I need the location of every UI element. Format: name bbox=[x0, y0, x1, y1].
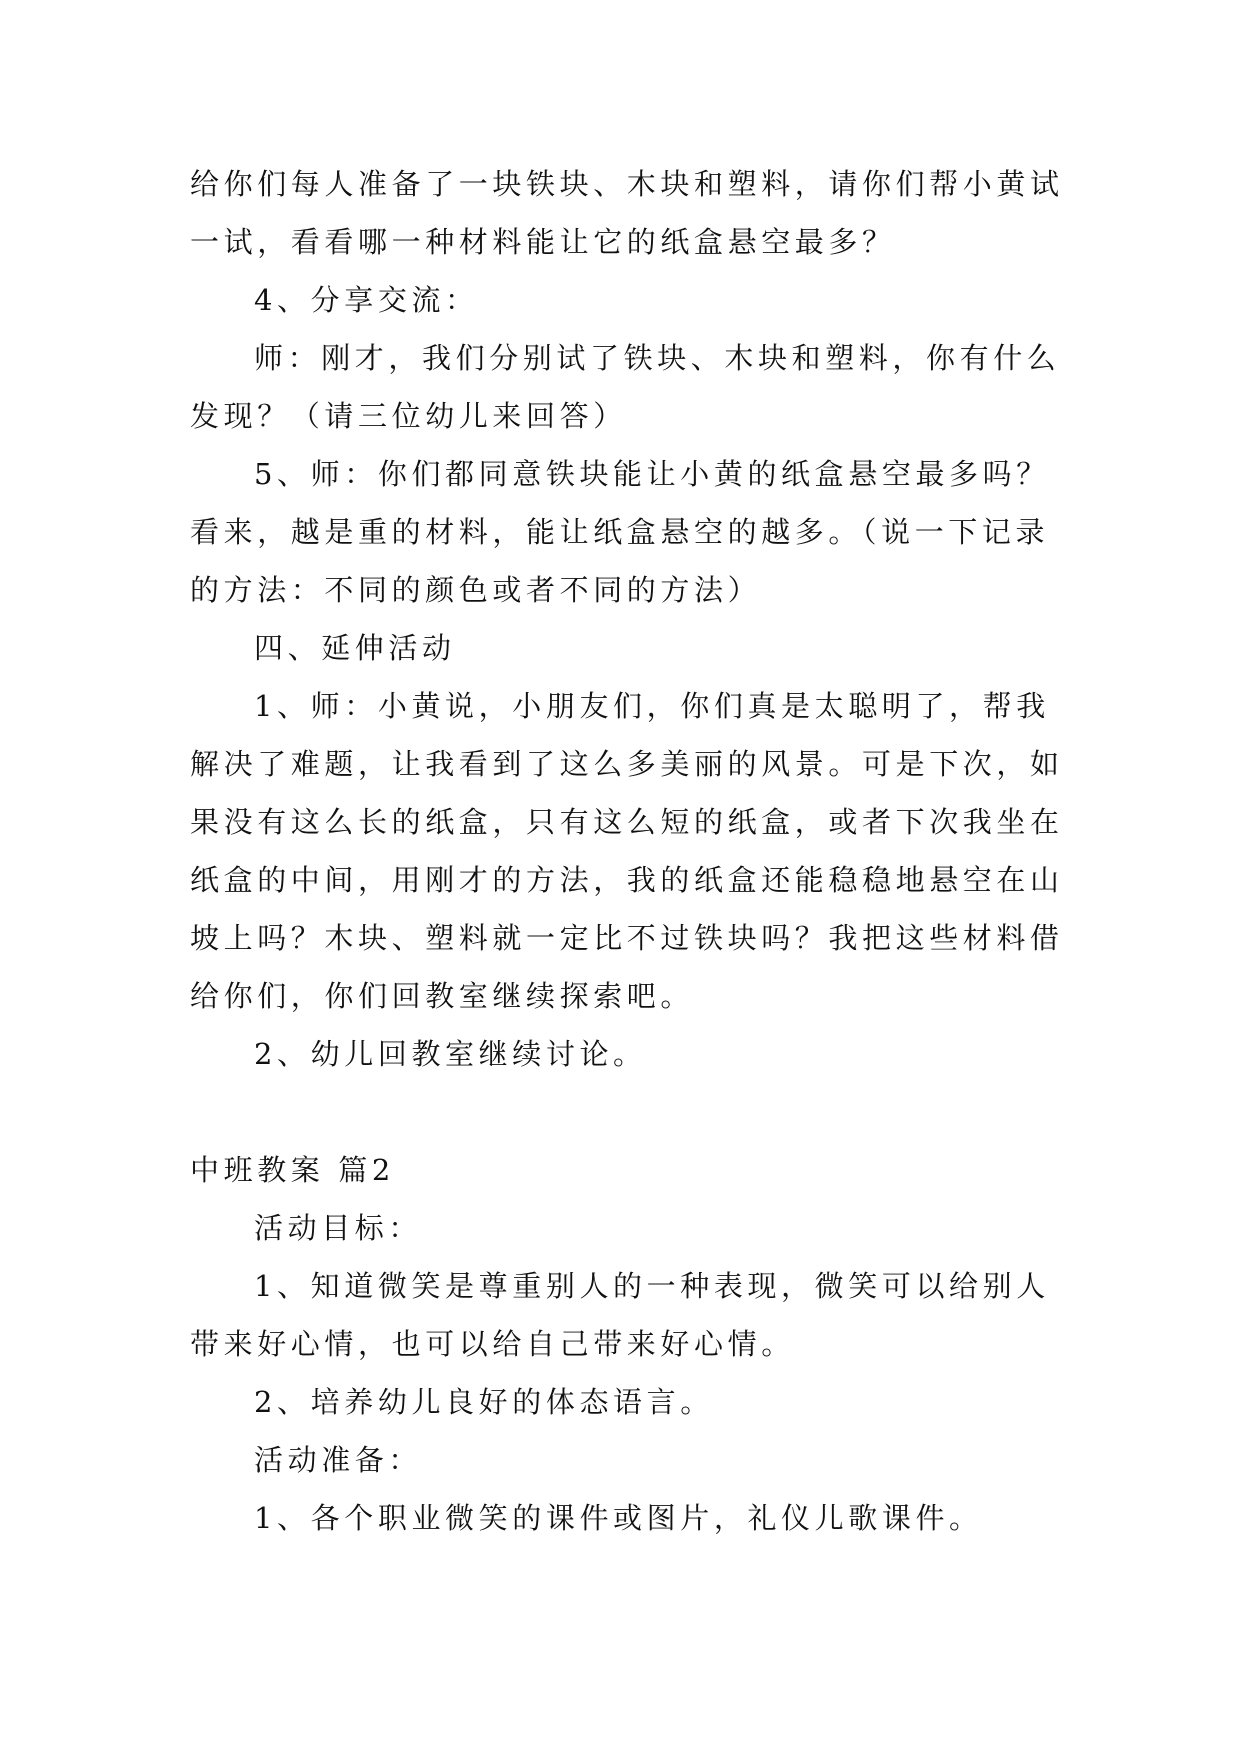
paragraph-line: 坡上吗？木块、塑料就一定比不过铁块吗？我把这些材料借 bbox=[190, 921, 1064, 955]
paragraph-line: 果没有这么长的纸盒，只有这么短的纸盒，或者下次我坐在 bbox=[190, 805, 1064, 839]
section-heading: 中班教案 篇2 bbox=[190, 1153, 395, 1187]
paragraph-line: 一试，看看哪一种材料能让它的纸盒悬空最多？ bbox=[190, 225, 896, 259]
paragraph-line: 1、知道微笑是尊重别人的一种表现，微笑可以给别人 bbox=[254, 1269, 1050, 1303]
subsection-heading: 活动目标： bbox=[254, 1211, 423, 1245]
paragraph-line: 1、师：小黄说，小朋友们，你们真是太聪明了，帮我 bbox=[254, 689, 1050, 723]
paragraph-line: 带来好心情，也可以给自己带来好心情。 bbox=[190, 1327, 795, 1361]
paragraph-line: 纸盒的中间，用刚才的方法，我的纸盒还能稳稳地悬空在山 bbox=[190, 863, 1064, 897]
paragraph-line: 2、培养幼儿良好的体态语言。 bbox=[254, 1385, 714, 1419]
section-spacer bbox=[190, 1083, 1060, 1141]
paragraph-line: 看来，越是重的材料，能让纸盒悬空的越多。（说一下记录 bbox=[190, 515, 1050, 549]
subsection-heading: 活动准备： bbox=[254, 1443, 423, 1477]
step-heading: 4、分享交流： bbox=[254, 283, 479, 317]
document-body bbox=[190, 155, 1064, 1547]
paragraph-line: 给你们，你们回教室继续探索吧。 bbox=[190, 979, 695, 1013]
paragraph-line: 5、师：你们都同意铁块能让小黄的纸盒悬空最多吗？ bbox=[254, 457, 1050, 491]
paragraph-line: 发现？（请三位幼儿来回答） bbox=[190, 399, 627, 433]
paragraph-line: 1、各个职业微笑的课件或图片，礼仪儿歌课件。 bbox=[254, 1501, 983, 1535]
section-subheading: 四、延伸活动 bbox=[254, 631, 456, 665]
paragraph-line: 2、幼儿回教室继续讨论。 bbox=[254, 1037, 647, 1071]
paragraph-line: 给你们每人准备了一块铁块、木块和塑料，请你们帮小黄试 bbox=[190, 167, 1064, 201]
paragraph-line: 师：刚才，我们分别试了铁块、木块和塑料，你有什么 bbox=[254, 341, 1061, 375]
paragraph-line: 的方法：不同的颜色或者不同的方法） bbox=[190, 573, 762, 607]
paragraph-line: 解决了难题，让我看到了这么多美丽的风景。可是下次，如 bbox=[190, 747, 1064, 781]
